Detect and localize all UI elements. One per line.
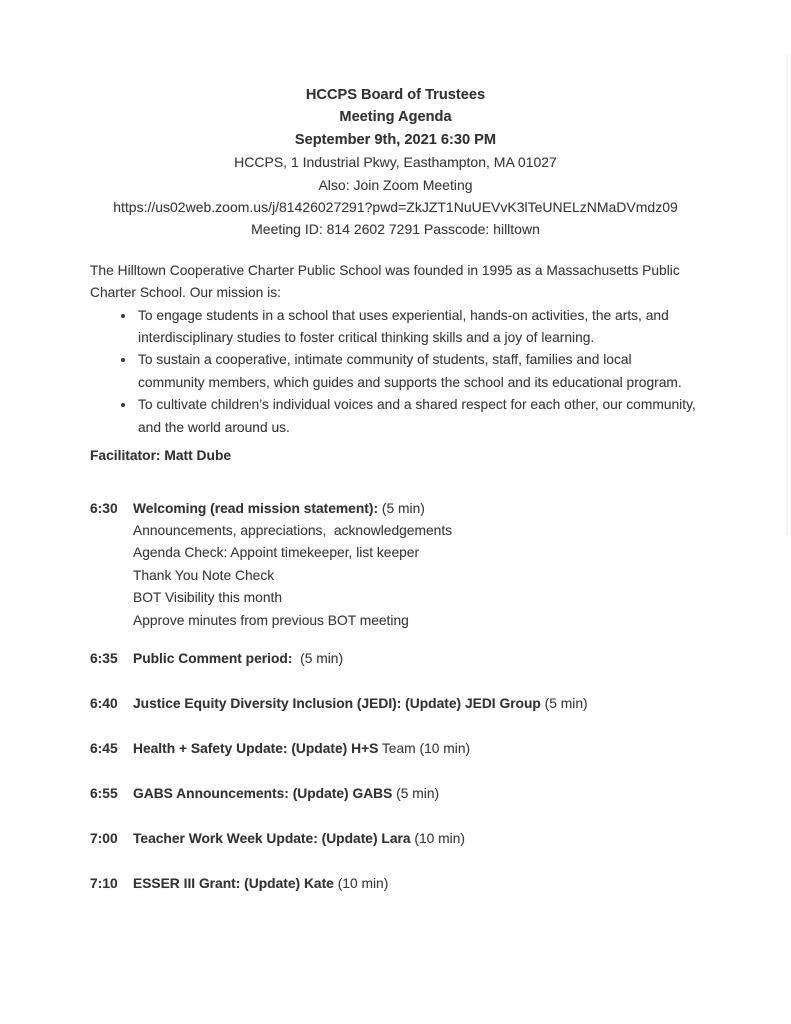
mission-bullet: • To cultivate children’s individual voices and a shared respect for each other, our community, and the world around us. [136,394,696,439]
agenda-title-bold: ESSER III Grant: (Update) Kate [133,875,334,891]
agenda-item-title [133,873,731,895]
agenda-item [90,693,731,715]
zoom-url: https://us02web.zoom.us/j/81426027291?pwd=ZkJZT1NuUEVvK3lTeUNELzNMaDVmdz09 [113,199,678,216]
agenda-title-duration: Team (10 min) [378,740,471,756]
agenda-time: 6:35 [90,650,118,666]
agenda-item-body [133,783,731,805]
agenda-subitem: Thank You Note Check [133,567,275,583]
agenda-item-body [133,693,731,715]
agenda-item-body [133,648,731,670]
mission-bullet-list [112,305,700,439]
facilitator-line: Facilitator: Matt Dube [90,448,232,464]
agenda-item [90,498,731,632]
agenda-title-bold: Health + Safety Update: (Update) H+S [133,740,379,756]
agenda-item-title [133,498,731,520]
meeting-id-passcode: Meeting ID: 814 2602 7291 Passcode: hilltown [251,221,540,238]
agenda-subitem: Approve minutes from previous BOT meeting [133,612,409,628]
mission-intro-paragraph: The Hilltown Cooperative Charter Public School was founded in 1995 as a Massachusetts Public Charter School. Our mission is: [90,262,684,301]
mission-bullet: • To engage students in a school that uses experiential, hands-on activities, the arts, and interdisciplinary studies to foster critical thinking skills and a joy of learning. [136,305,696,350]
document-header [0,0,791,241]
page-title: HCCPS Board of Trustees [305,87,486,103]
agenda-title-duration: (10 min) [333,875,389,891]
agenda-time: 6:55 [90,785,118,801]
agenda-time: 7:00 [90,830,118,846]
agenda-item-title [133,738,731,760]
agenda-subitem: Announcements, appreciations, acknowledgements [133,522,453,538]
agenda-subitem: BOT Visibility this month [133,590,283,606]
agenda-title-duration: (5 min) [392,785,440,801]
agenda-item-body [133,828,731,850]
meeting-datetime: September 9th, 2021 6:30 PM [294,131,497,148]
agenda-time: 6:45 [90,740,118,756]
agenda-title-duration: (5 min) [540,695,588,711]
agenda-time: 6:30 [90,500,118,516]
zoom-meeting-label: Also: Join Zoom Meeting [318,176,473,193]
agenda-item-title [133,783,731,805]
agenda-subitem: Agenda Check: Appoint timekeeper, list keeper [133,545,420,561]
agenda-item-title [133,693,731,715]
scan-edge-artifact [786,55,788,535]
agenda-item [90,828,731,850]
agenda-title-duration: (5 min) [292,650,344,666]
agenda-title-bold: Justice Equity Diversity Inclusion (JEDI): (Update) JEDI Group [133,695,541,711]
mission-bullet: • To sustain a cooperative, intimate community of students, staff, families and local community members, which guides and supports the school and its educational program. [136,349,696,394]
agenda-title-bold: Welcoming (read mission statement): [133,500,379,516]
agenda-item [90,738,731,760]
agenda-item-body [133,498,731,632]
agenda-item-title [133,828,731,850]
agenda-time: 7:10 [90,875,118,891]
agenda-item [90,783,731,805]
agenda-title-bold: Teacher Work Week Update: (Update) Lara [133,830,411,846]
agenda-list [90,498,731,896]
agenda-title-bold: GABS Announcements: (Update) GABS [133,785,393,801]
agenda-item-title [133,648,731,670]
document-subtitle: Meeting Agenda [339,109,452,126]
agenda-item-body [133,873,731,895]
meeting-address: HCCPS, 1 Industrial Pkwy, Easthampton, MA 01027 [234,154,557,171]
agenda-time: 6:40 [90,695,118,711]
agenda-item [90,873,731,895]
agenda-item [90,648,731,670]
agenda-title-bold: Public Comment period: [133,650,293,666]
agenda-title-duration: (10 min) [410,830,465,846]
agenda-item-body [133,738,731,760]
agenda-title-duration: (5 min) [378,500,425,516]
